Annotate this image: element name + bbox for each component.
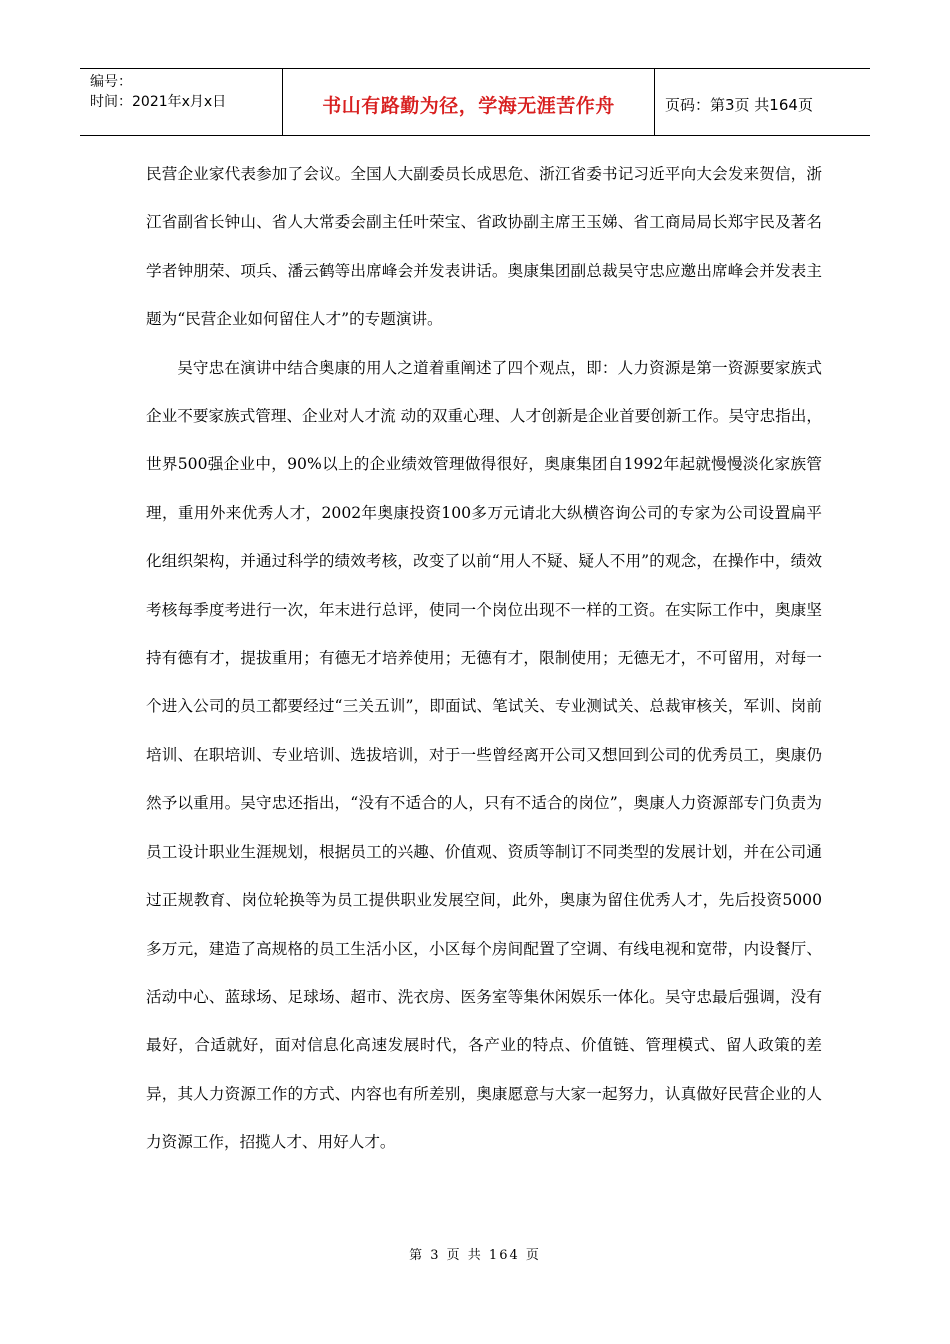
header-page-info: 页码：第3页 共164页	[665, 95, 813, 114]
header-page-cell	[655, 71, 870, 137]
document-body	[146, 150, 822, 1167]
header-motto-cell	[282, 69, 655, 135]
body-paragraph: 民营企业家代表参加了会议。全国人大副委员长成思危、浙江省委书记习近平向大会发来贺信，浙江省副省长钟山、省人大常委会副主任叶荣宝、省政协副主席王玉娣、省工商局局长郑宇民及著名学者钟朋荣、项兵、潘云鹤等出席峰会并发表讲话。奥康集团副总裁吴守忠应邀出席峰会并发表主题为“民营企业如何留住人才”的专题演讲。	[146, 165, 822, 329]
body-paragraph: 吴守忠在演讲中结合奥康的用人之道着重阐述了四个观点，即：人力资源是第一资源要家族式企业不要家族式管理、企业对人才流 动的双重心理、人才创新是企业首要创新工作。吴守忠指出，世界500强企业中，90%以上的企业绩效管理做得很好，奥康集团自1992年起就慢慢淡化家族管理，重用外来优秀人才，2002年奥康投资100多万元请北大纵横咨询公司的专家为公司设置扁平化组织架构，并通过科学的绩效考核，改变了以前“用人不疑、疑人不用”的观念，在操作中，绩效考核每季度考进行一次，年末进行总评，使同一个岗位出现不一样的工资。在实际工作中，奥康坚持有德有才，提拔重用；有德无才培养使用；无德有才，限制使用；无德无才，不可留用，对每一个进入公司的员工都要经过“三关五训”，即面试、笔试关、专业测试关、总裁审核关，军训、岗前培训、在职培训、专业培训、选拔培训，对于一些曾经离开公司又想回到公司的优秀员工，奥康仍然予以重用。吴守忠还指出，“没有不适合的人，只有不适合的岗位”，奥康人力资源部专门负责为员工设计职业生涯规划，根据员工的兴趣、价值观、资质等制订不同类型的发展计划，并在公司通过正规教育、岗位轮换等为员工提供职业发展空间，此外，奥康为留住优秀人才，先后投资5000多万元，建造了高规格的员工生活小区，小区每个房间配置了空调、有线电视和宽带，内设餐厅、活动中心、蓝球场、足球场、超市、洗衣房、医务室等集休闲娱乐一体化。吴守忠最后强调，没有最好，合适就好，面对信息化高速发展时代，各产业的特点、价值链、管理模式、留人政策的差异，其人力资源工作的方式、内容也有所差别，奥康愿意与大家一起努力，认真做好民营企业的人力资源工作，招揽人才、用好人才。	[146, 358, 822, 1152]
page-header	[80, 68, 870, 136]
document-time-label: 时间：2021年x月x日	[90, 94, 227, 110]
header-meta-cell	[80, 69, 282, 135]
page-footer: 第 3 页 共 164 页	[409, 1248, 541, 1263]
document-number-label: 编号：	[90, 74, 132, 90]
header-motto: 书山有路勤为径，学海无涯苦作舟	[322, 94, 615, 117]
